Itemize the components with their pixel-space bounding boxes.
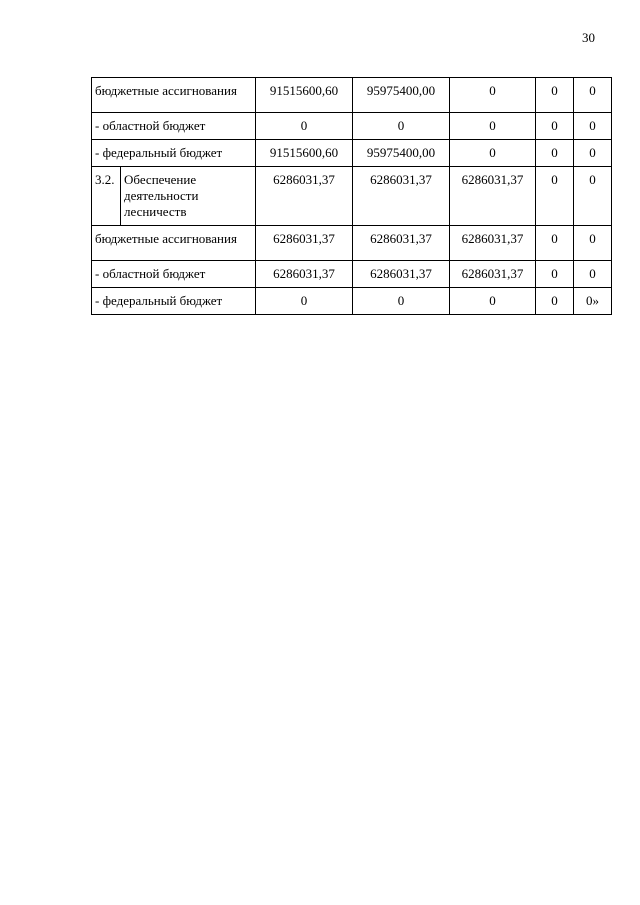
value-cell: 0 (574, 261, 612, 288)
value-cell: 6286031,37 (450, 167, 536, 226)
value-cell: 0 (353, 288, 450, 315)
value-cell: 0 (574, 167, 612, 226)
value-cell: 0 (536, 167, 574, 226)
value-cell: 6286031,37 (450, 226, 536, 261)
value-cell: 6286031,37 (256, 261, 353, 288)
page-number: 30 (582, 30, 595, 45)
value-cell: 0 (574, 140, 612, 167)
budget-table (91, 77, 612, 315)
table-row (92, 78, 612, 113)
value-cell: 0 (536, 78, 574, 113)
row-label: бюджетные ассигнования (92, 78, 256, 113)
row-label: - федеральный бюджет (92, 140, 256, 167)
value-cell: 6286031,37 (353, 226, 450, 261)
value-cell: 0 (450, 78, 536, 113)
row-index: 3.2. (92, 167, 121, 226)
value-cell: 0 (536, 288, 574, 315)
value-cell: 0 (256, 288, 353, 315)
value-cell: 0 (536, 261, 574, 288)
value-cell: 0 (574, 226, 612, 261)
value-cell: 6286031,37 (450, 261, 536, 288)
value-cell: 0 (450, 288, 536, 315)
value-cell: 0 (536, 226, 574, 261)
value-cell: 0 (256, 113, 353, 140)
value-cell: 6286031,37 (256, 167, 353, 226)
value-cell: 0 (450, 140, 536, 167)
row-label: - федеральный бюджет (92, 288, 256, 315)
row-label: Обеспечение деятельности лесничеств (121, 167, 256, 226)
value-cell: 6286031,37 (256, 226, 353, 261)
value-cell: 0» (574, 288, 612, 315)
table-row (92, 140, 612, 167)
value-cell: 0 (574, 78, 612, 113)
row-label: - областной бюджет (92, 113, 256, 140)
value-cell: 91515600,60 (256, 78, 353, 113)
value-cell: 0 (574, 113, 612, 140)
value-cell: 0 (536, 113, 574, 140)
table-row (92, 226, 612, 261)
row-label: - областной бюджет (92, 261, 256, 288)
value-cell: 91515600,60 (256, 140, 353, 167)
table-row (92, 261, 612, 288)
table-row (92, 113, 612, 140)
value-cell: 95975400,00 (353, 78, 450, 113)
value-cell: 0 (450, 113, 536, 140)
value-cell: 6286031,37 (353, 261, 450, 288)
row-label: бюджетные ассигнования (92, 226, 256, 261)
value-cell: 95975400,00 (353, 140, 450, 167)
value-cell: 0 (536, 140, 574, 167)
table-row (92, 167, 612, 226)
value-cell: 0 (353, 113, 450, 140)
table-row (92, 288, 612, 315)
value-cell: 6286031,37 (353, 167, 450, 226)
